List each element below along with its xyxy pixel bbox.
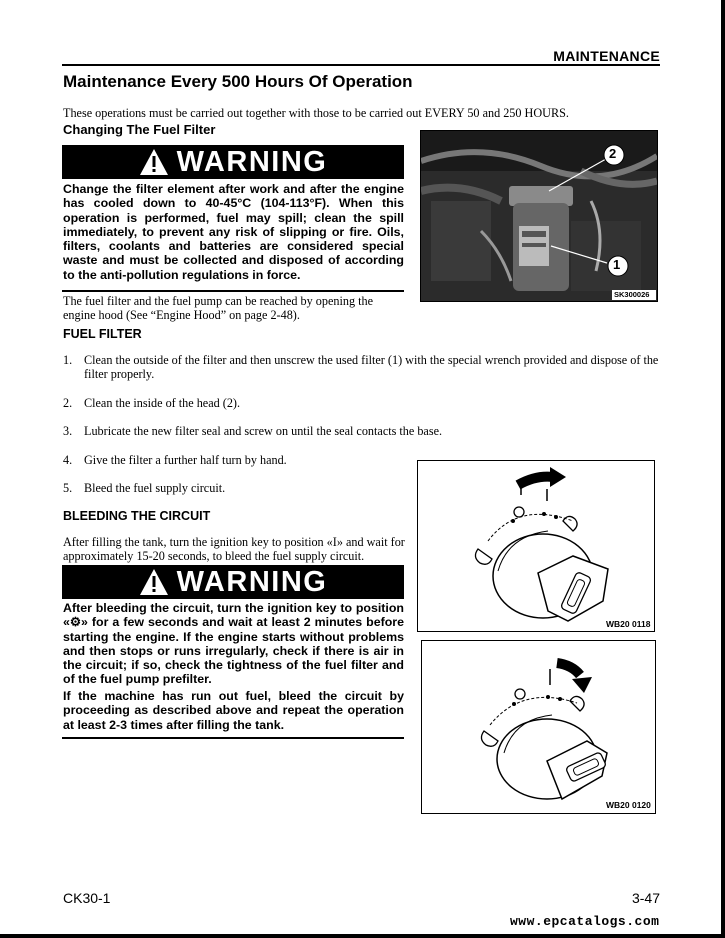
reach-text: The fuel filter and the fuel pump can be reached by opening the engine hood (See “Engine Hood” on page 2-48). xyxy=(63,294,373,322)
figure-ref-2: WB20 0120 xyxy=(606,800,651,810)
step-number: 1. xyxy=(63,353,73,367)
ignition-figure-2 xyxy=(421,640,656,814)
footer-url[interactable]: www.epcatalogs.com xyxy=(510,914,660,929)
step-2 xyxy=(63,396,463,412)
step-text: Lubricate the new filter seal and screw on until the seal contacts the base. xyxy=(84,424,443,438)
step-text-cont: filter properly. xyxy=(84,367,155,381)
step-4 xyxy=(63,453,403,469)
header-rule xyxy=(62,64,660,66)
page-edge-right xyxy=(721,0,725,938)
warning-text-2: After bleeding the circuit, turn the ignition key to position «⚙» for a few seconds and wait at least 2 minutes before starting the engine. If the engine starts without problems and then stops or runs irregularly, check if there is air in the circuit; if so, check the tightness of the fuel filter and of the fuel pump prefilter. xyxy=(63,601,404,687)
warning-triangle-icon xyxy=(139,568,169,596)
warning-text-1: Change the filter element after work and after the engine has cooled down to 40-45°C (104-113°F). When this operation is performed, fuel may spill; clean the spill immediately, to prevent any risk of slipping or fire. Oils, filters, coolants and batteries are considered special waste and must be collected and disposed of according to the anti-pollution regulations in force. xyxy=(63,182,404,282)
page-edge-bottom xyxy=(0,934,725,938)
callout-2: 2 xyxy=(609,146,617,161)
warning-text-2b: If the machine has run out fuel, bleed the circuit by proceeding as described above and repeat the operation at least 2-3 times after filling the tank. xyxy=(63,689,404,732)
step-text: Clean the outside of the filter and then unscrew the used filter (1) with the special wrench provided and dispose of the xyxy=(84,353,659,367)
figure-ref-1: WB20 0118 xyxy=(606,619,651,629)
ignition-key-diagram-2 xyxy=(422,641,655,813)
warning-banner-2 xyxy=(62,565,404,599)
fuel-filter-heading: FUEL FILTER xyxy=(63,327,142,341)
step-5 xyxy=(63,481,403,497)
page-title: Maintenance Every 500 Hours Of Operation xyxy=(63,72,413,91)
bleeding-text-1: After filling the tank, turn the ignition key to position «I» and wait for xyxy=(63,535,405,549)
changing-heading: Changing The Fuel Filter xyxy=(63,122,216,137)
warning-banner-1 xyxy=(62,145,404,179)
photo-ref: SK300026 xyxy=(614,290,650,299)
intro-text: These operations must be carried out together with those to be carried out EVERY 50 and 250 HOURS. xyxy=(63,106,569,120)
callout-1: 1 xyxy=(613,257,621,272)
step-text: Clean the inside of the head (2). xyxy=(84,396,241,410)
step-3 xyxy=(63,424,513,440)
step-number: 4. xyxy=(63,453,73,467)
step-text: Bleed the fuel supply circuit. xyxy=(84,481,226,495)
warning-rule-2 xyxy=(62,737,404,739)
step-1 xyxy=(63,353,663,383)
step-number: 5. xyxy=(63,481,73,495)
bleeding-text-2: approximately 15-20 seconds, to bleed the fuel supply circuit. xyxy=(63,549,365,563)
step-text: Give the filter a further half turn by hand. xyxy=(84,453,287,467)
section-header: MAINTENANCE xyxy=(553,48,660,64)
footer-page-number: 3-47 xyxy=(631,890,660,906)
bleeding-heading: BLEEDING THE CIRCUIT xyxy=(63,509,211,523)
step-number: 3. xyxy=(63,424,73,438)
fuel-filter-photo xyxy=(420,130,658,302)
step-number: 2. xyxy=(63,396,73,410)
footer-model: CK30-1 xyxy=(63,890,111,906)
warning-label-2: WARNING xyxy=(176,565,328,598)
engine-photo-image xyxy=(421,131,657,301)
warning-triangle-icon xyxy=(139,148,169,176)
ignition-figure-1 xyxy=(417,460,655,632)
warning-rule-1 xyxy=(62,290,404,292)
warning-label-1: WARNING xyxy=(176,145,328,178)
ignition-key-diagram-1 xyxy=(418,461,654,631)
